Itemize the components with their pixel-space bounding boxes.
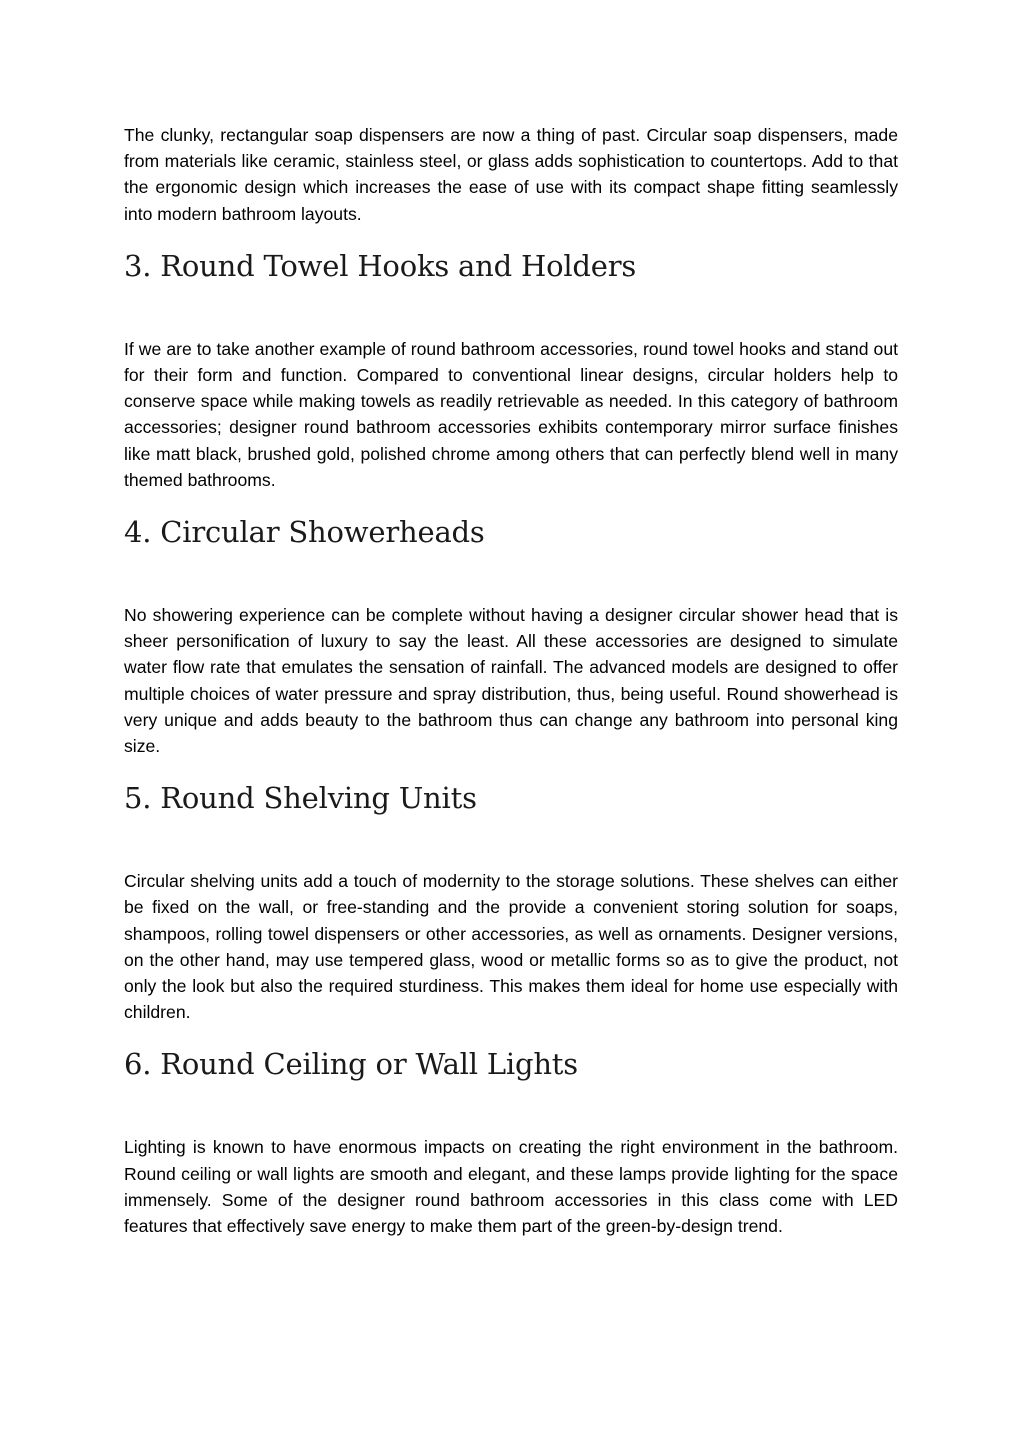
paragraph-round-shelving-units: Circular shelving units add a touch of modernity to the storage solutions. These shelves can either be fixed on the wall, or free-standing and the provide a convenient storing solution for soaps, shampoos, rolling towel dispensers or other accessories, as well as ornaments. Designer versions, on the other hand, may use tempered glass, wood or metallic forms so as to give the product, not only the look but also the required sturdiness. This makes them ideal for home use especially with children. bbox=[124, 871, 898, 1023]
heading-round-ceiling-wall-lights: 6. Round Ceiling or Wall Lights bbox=[124, 1047, 578, 1082]
paragraph-round-towel-hooks: If we are to take another example of round bathroom accessories, round towel hooks and stand out for their form and function. Compared to conventional linear designs, circular holders help to conserve space while making towels as readily retrievable as needed. In this category of bathroom accessories; designer round bathroom accessories exhibits contemporary mirror surface finishes like matt black, brushed gold, polished chrome among others that can perfectly blend well in many themed bathrooms. bbox=[124, 338, 898, 490]
heading-circular-showerheads: 4. Circular Showerheads bbox=[124, 515, 485, 550]
paragraph-circular-showerheads: No showering experience can be complete without having a designer circular shower head that is sheer personification of luxury to say the least. All these accessories are designed to simulate water flow rate that emulates the sensation of rainfall. The advanced models are designed to offer multiple choices of water pressure and spray distribution, thus, being useful. Round showerhead is very unique and adds beauty to the bathroom thus can change any bathroom into personal king size. bbox=[124, 605, 898, 757]
paragraph-round-ceiling-wall-lights: Lighting is known to have enormous impacts on creating the right environment in the bathroom. Round ceiling or wall lights are smooth and elegant, and these lamps provide lighting for the space immensely. Some of the designer round bathroom accessories in this class come with LED features that effectively save energy to make them part of the green-by-design trend. bbox=[124, 1137, 898, 1237]
intro-paragraph: The clunky, rectangular soap dispensers are now a thing of past. Circular soap dispensers, made from materials like ceramic, stainless steel, or glass adds sophistication to countertops. Add to that the ergonomic design which increases the ease of use with its compact shape fitting seamlessly into modern bathroom layouts. bbox=[124, 125, 898, 224]
document-page bbox=[124, 122, 898, 1239]
heading-round-towel-hooks: 3. Round Towel Hooks and Holders bbox=[124, 248, 637, 283]
heading-round-shelving-units: 5. Round Shelving Units bbox=[124, 781, 477, 816]
